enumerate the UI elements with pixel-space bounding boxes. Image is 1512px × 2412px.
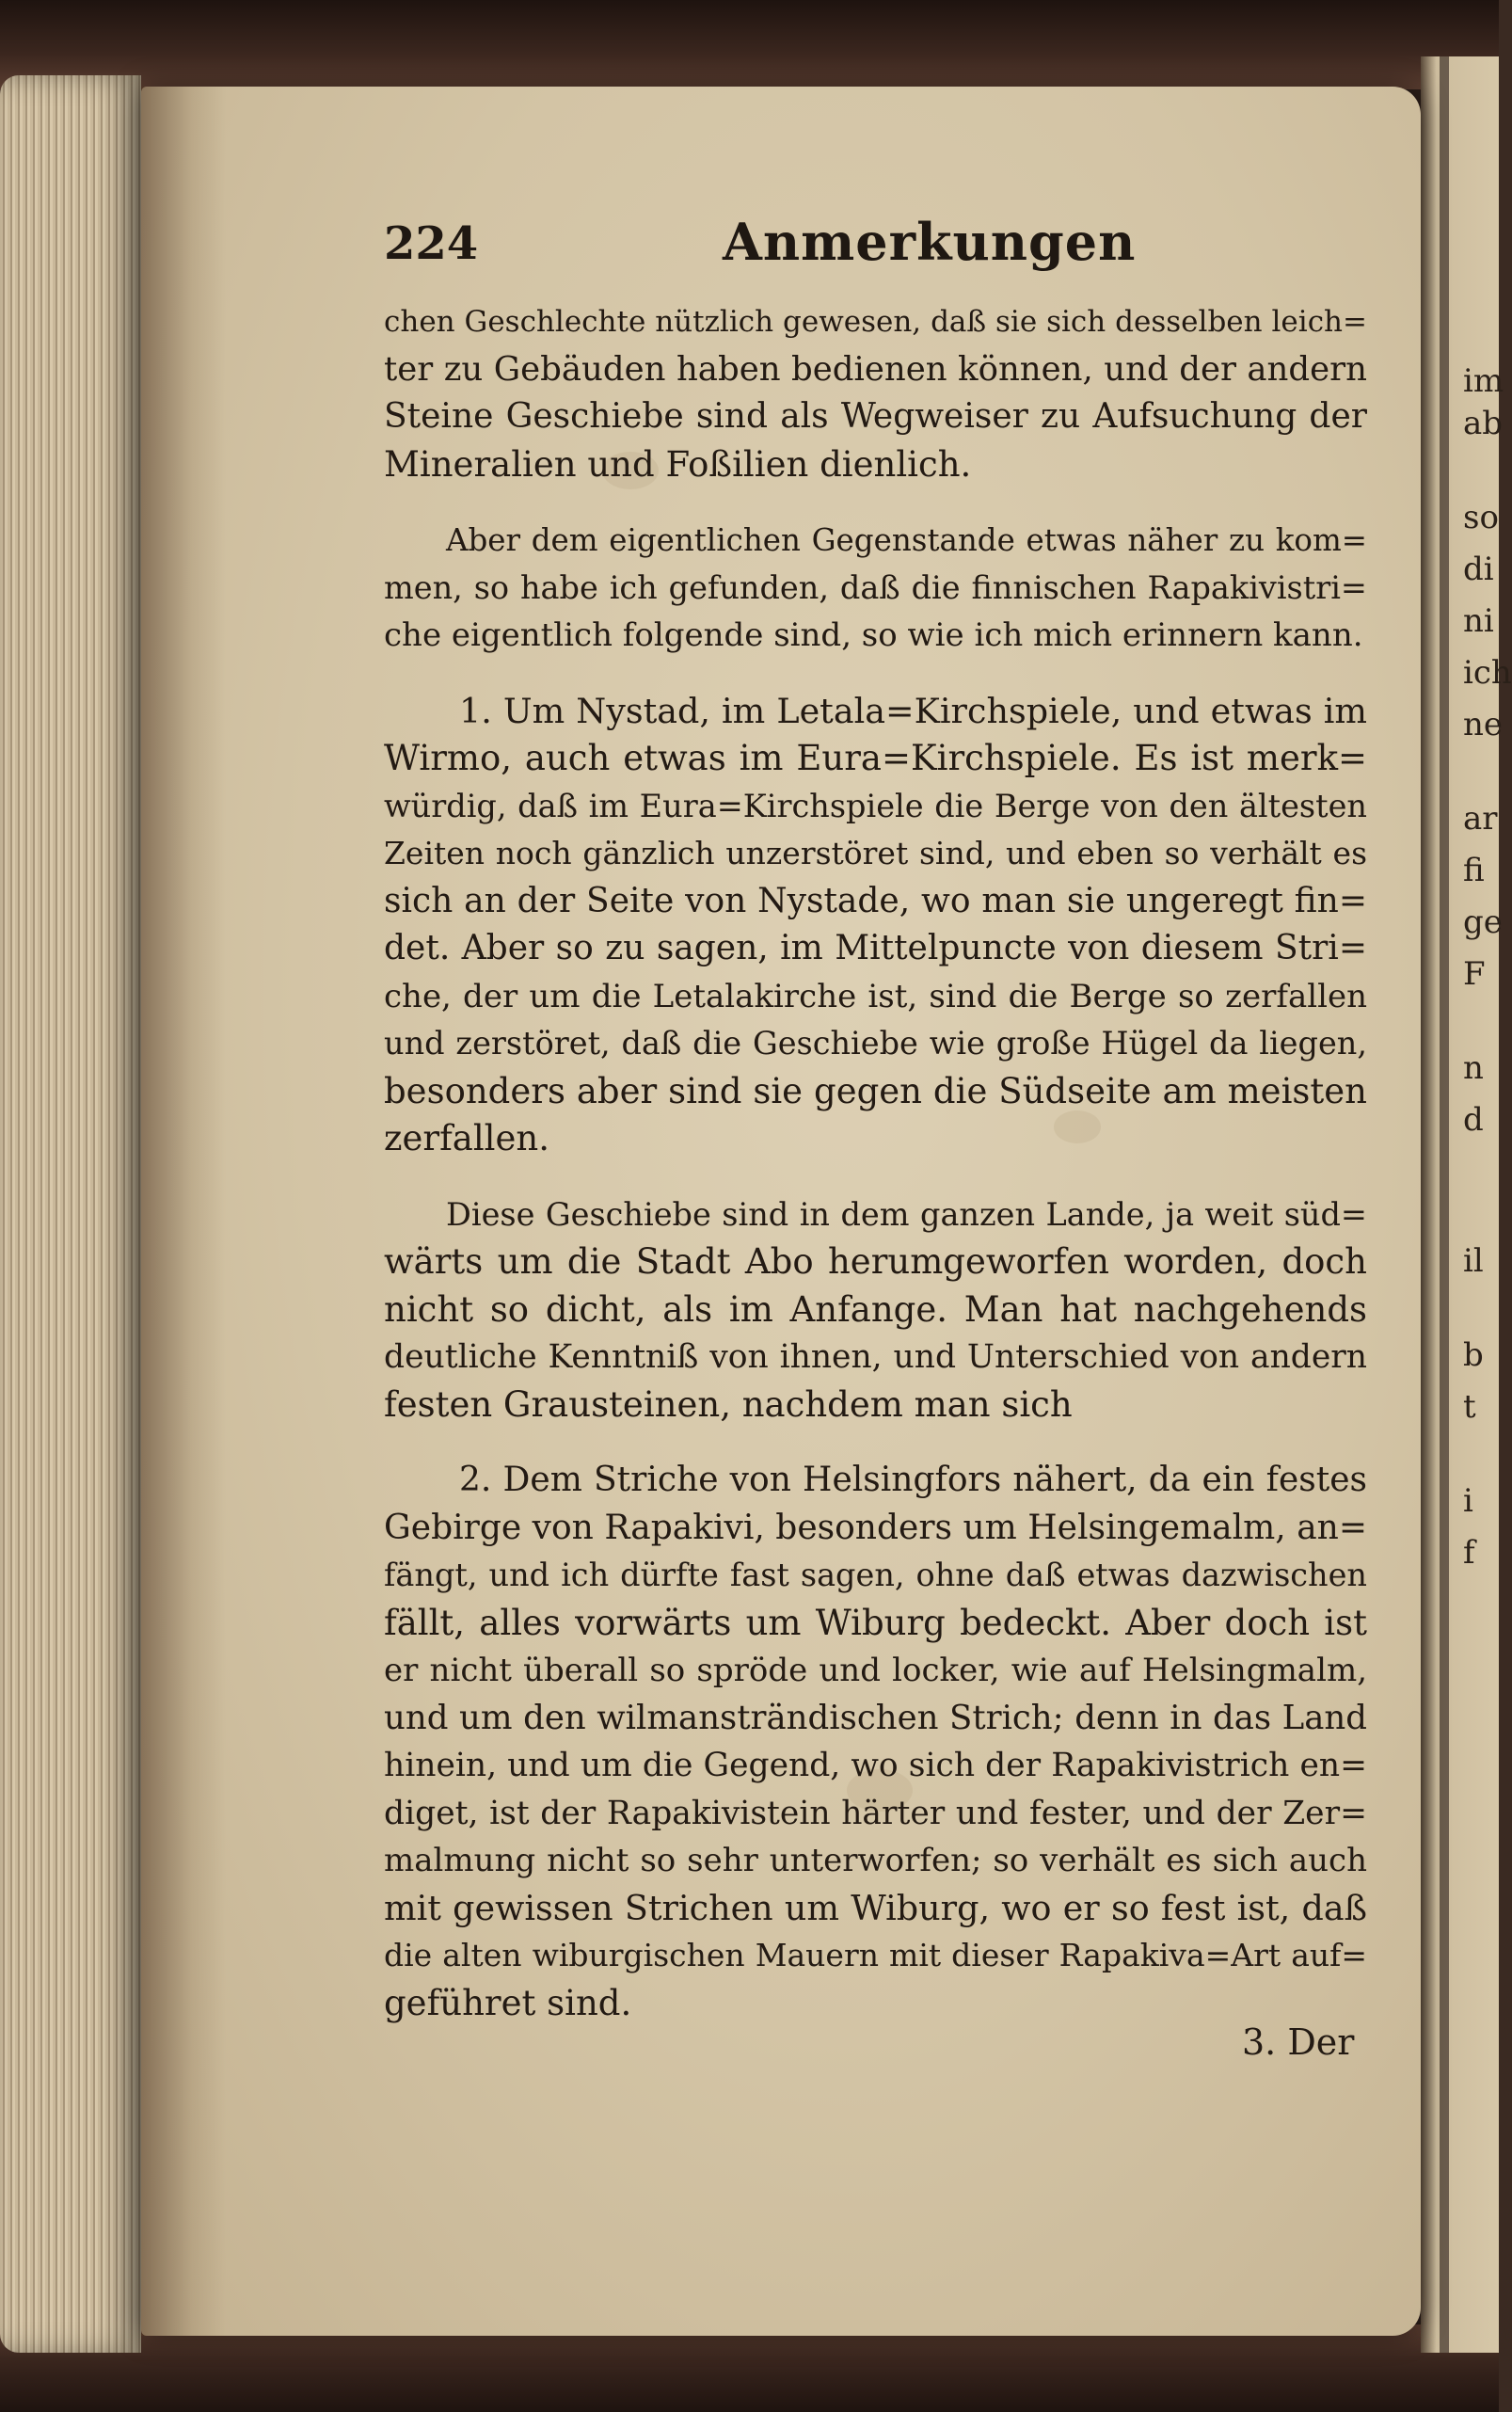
text-line: er nicht überall so spröde und locker, wie auf Helsingmalm, [384, 1652, 1367, 1689]
text-line: chen Geschlechte nützlich gewesen, daß sie sich desselben leich= [384, 305, 1367, 339]
text-line: che, der um die Letalakirche ist, sind die Berge so zerfallen [384, 977, 1367, 1015]
binding-top [0, 0, 1499, 89]
text-line: fängt, und ich dürfte fast sagen, ohne daß etwas dazwischen [384, 1557, 1367, 1593]
text-line: festen Grausteinen, nachdem man sich [384, 1383, 1073, 1425]
page-header [384, 212, 1367, 287]
running-title: Anmerkungen [723, 212, 1137, 272]
catchword: 3. Der [1242, 2021, 1355, 2063]
text-line: Aber dem eigentlichen Gegenstande etwas näher zu kom= [446, 522, 1367, 558]
text-line: 2. Dem Striche von Helsingfors nähert, da ein festes [459, 1461, 1367, 1499]
facing-page-fragment: n [1463, 1049, 1484, 1087]
facing-page-fragment: ab [1463, 405, 1504, 442]
facing-page-fragment: F [1463, 955, 1486, 993]
facing-page-fragment: so [1463, 499, 1499, 536]
text-line: Mineralien und Foßilien dienlich. [384, 443, 972, 485]
facing-page-fragment: ar [1463, 800, 1498, 838]
body-text [384, 298, 1367, 2027]
text-line: besonders aber sind sie gegen die Südseite am meisten [384, 1070, 1367, 1111]
text-line: diget, ist der Rapakivistein härter und fester, und der Zer= [384, 1794, 1367, 1832]
facing-page-fragment: ni [1463, 602, 1494, 640]
text-line: wärts um die Stadt Abo herumgeworfen worden, doch [384, 1241, 1367, 1282]
text-line: deutliche Kenntniß von ihnen, und Unterschied von andern [384, 1338, 1367, 1376]
text-line: und um den wilmansträndischen Strich; denn in das Land [384, 1698, 1367, 1737]
text-line: Diese Geschiebe sind in dem ganzen Lande, ja weit süd= [446, 1195, 1367, 1233]
text-line: det. Aber so zu sagen, im Mittelpuncte von diesem Stri= [384, 929, 1367, 967]
text-line: geführet sind. [384, 1982, 632, 2023]
facing-page-fragment: ne [1463, 706, 1504, 743]
text-line: che eigentlich folgende sind, so wie ich mich erinnern kann. [384, 616, 1363, 654]
text-line: Wirmo, auch etwas im Eura=Kirchspiele. Es ist merk= [384, 738, 1367, 778]
page-fold [1440, 56, 1449, 2353]
text-line: Steine Geschiebe sind als Wegweiser zu Aufsuchung der [384, 397, 1367, 436]
facing-page-fragment: i [1463, 1482, 1473, 1520]
facing-page-fragment: il [1463, 1242, 1484, 1280]
text-line: 1. Um Nystad, im Letala=Kirchspiele, und etwas im [459, 690, 1367, 731]
facing-page-fragment: d [1463, 1101, 1484, 1139]
text-line: und zerstöret, daß die Geschiebe wie große Hügel da liegen, [384, 1025, 1367, 1062]
text-line: sich an der Seite von Nystade, wo man sie ungeregt fin= [384, 881, 1367, 920]
facing-page-fragment: fi [1463, 852, 1485, 889]
facing-page-fragment: im [1463, 362, 1504, 400]
text-line: zerfallen. [384, 1118, 549, 1158]
text-line: die alten wiburgischen Mauern mit dieser Rapakiva=Art auf= [384, 1937, 1367, 1973]
text-line: men, so habe ich gefunden, daß die finnischen Rapakivistri= [384, 568, 1367, 606]
facing-page-fragment: ge [1463, 903, 1503, 941]
text-line: ter zu Gebäuden haben bedienen können, und der andern [384, 349, 1367, 389]
facing-page-fragment: f [1463, 1534, 1475, 1572]
binding-bottom [0, 2324, 1499, 2412]
facing-page-fragment: ich [1463, 654, 1512, 692]
facing-page-fragment: di [1463, 551, 1494, 588]
text-line: malmung nicht so sehr unterworfen; so verhält es sich auch [384, 1842, 1367, 1879]
text-line: hinein, und um die Gegend, wo sich der Rapakivistrich en= [384, 1747, 1367, 1784]
text-line: fällt, alles vorwärts um Wiburg bedeckt. Aber doch ist [384, 1602, 1367, 1643]
page-number: 224 [384, 217, 479, 270]
text-line: mit gewissen Strichen um Wiburg, wo er so fest ist, daß [384, 1887, 1367, 1928]
facing-page-edge [1421, 56, 1499, 2353]
text-line: Gebirge von Rapakivi, besonders um Helsingemalm, an= [384, 1508, 1367, 1547]
page-edges [0, 75, 141, 2353]
facing-page-fragment: b [1463, 1336, 1484, 1374]
facing-page-fragment: t [1463, 1388, 1476, 1426]
gutter-shadow [141, 87, 226, 2336]
text-line: würdig, daß im Eura=Kirchspiele die Berge von den ältesten [384, 787, 1367, 824]
text-line: nicht so dicht, als im Anfange. Man hat nachgehends [384, 1288, 1367, 1330]
text-line: Zeiten noch gänzlich unzerstöret sind, und eben so verhält es [384, 835, 1367, 871]
